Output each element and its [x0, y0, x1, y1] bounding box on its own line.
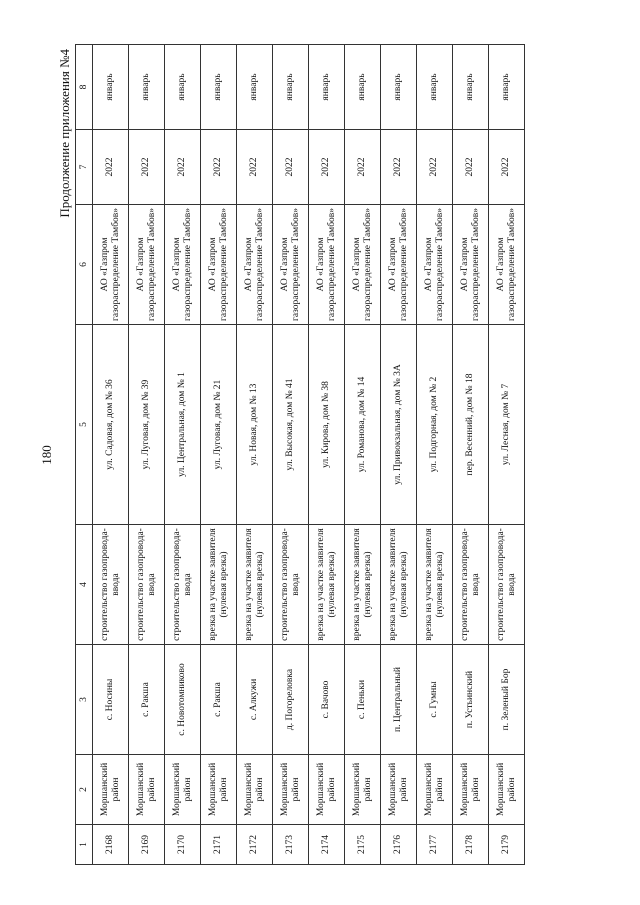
- cell-work-type: врезка на участке заявителя (нулевая врезка): [345, 525, 381, 645]
- cell-address: ул. Лесная, дом № 7: [489, 325, 525, 525]
- cell-month: январь: [237, 45, 273, 130]
- cell-settlement: с. Носины: [93, 645, 129, 755]
- cell-address: ул. Луговая, дом № 21: [201, 325, 237, 525]
- cell-row-number: 2170: [165, 825, 201, 865]
- cell-address: пер. Весенний, дом № 18: [453, 325, 489, 525]
- cell-work-type: строительство газопровода-ввода: [489, 525, 525, 645]
- cell-month: январь: [345, 45, 381, 130]
- cell-month: январь: [453, 45, 489, 130]
- cell-organization: АО «Газпром газораспределение Тамбов»: [165, 205, 201, 325]
- cell-settlement: с. Ракша: [201, 645, 237, 755]
- cell-year: 2022: [345, 130, 381, 205]
- cell-year: 2022: [381, 130, 417, 205]
- cell-work-type: врезка на участке заявителя (нулевая врезка): [381, 525, 417, 645]
- table-row: [417, 45, 453, 865]
- cell-address: ул. Кирова, дом № 38: [309, 325, 345, 525]
- cell-row-number: 2173: [273, 825, 309, 865]
- cell-address: ул. Романова, дом № 14: [345, 325, 381, 525]
- cell-district: Моршанский район: [381, 755, 417, 825]
- cell-settlement: п. Зеленый Бор: [489, 645, 525, 755]
- cell-year: 2022: [165, 130, 201, 205]
- cell-work-type: строительство газопровода-ввода: [165, 525, 201, 645]
- cell-month: январь: [201, 45, 237, 130]
- cell-year: 2022: [93, 130, 129, 205]
- cell-district: Моршанский район: [345, 755, 381, 825]
- cell-district: Моршанский район: [453, 755, 489, 825]
- cell-year: 2022: [273, 130, 309, 205]
- cell-organization: АО «Газпром газораспределение Тамбов»: [417, 205, 453, 325]
- cell-year: 2022: [453, 130, 489, 205]
- cell-row-number: 2171: [201, 825, 237, 865]
- cell-work-type: врезка на участке заявителя (нулевая врезка): [201, 525, 237, 645]
- cell-year: 2022: [417, 130, 453, 205]
- cell-organization: АО «Газпром газораспределение Тамбов»: [129, 205, 165, 325]
- cell-district: Моршанский район: [165, 755, 201, 825]
- table-row: [381, 45, 417, 865]
- table-row: [165, 45, 201, 865]
- cell-district: Моршанский район: [489, 755, 525, 825]
- cell-district: Моршанский район: [93, 755, 129, 825]
- cell-row-number: 2169: [129, 825, 165, 865]
- rotated-page: [39, 45, 591, 865]
- cell-organization: АО «Газпром газораспределение Тамбов»: [201, 205, 237, 325]
- cell-settlement: д. Погореловка: [273, 645, 309, 755]
- cell-row-number: 2179: [489, 825, 525, 865]
- table-row: [309, 45, 345, 865]
- cell-district: Моршанский район: [237, 755, 273, 825]
- cell-settlement: с. Вачово: [309, 645, 345, 755]
- cell-month: январь: [381, 45, 417, 130]
- cell-district: Моршанский район: [309, 755, 345, 825]
- cell-month: январь: [309, 45, 345, 130]
- column-header: 1: [76, 825, 93, 865]
- cell-organization: АО «Газпром газораспределение Тамбов»: [237, 205, 273, 325]
- cell-row-number: 2178: [453, 825, 489, 865]
- cell-organization: АО «Газпром газораспределение Тамбов»: [345, 205, 381, 325]
- cell-year: 2022: [237, 130, 273, 205]
- cell-address: ул. Высокая, дом № 41: [273, 325, 309, 525]
- cell-work-type: врезка на участке заявителя (нулевая врезка): [309, 525, 345, 645]
- page-number: 180: [39, 445, 54, 465]
- cell-organization: АО «Газпром газораспределение Тамбов»: [273, 205, 309, 325]
- cell-row-number: 2172: [237, 825, 273, 865]
- cell-settlement: с. Новотомниково: [165, 645, 201, 755]
- column-header: 8: [76, 45, 93, 130]
- table-row: [201, 45, 237, 865]
- header-row: [76, 45, 93, 865]
- cell-month: январь: [165, 45, 201, 130]
- cell-settlement: п. Центральный: [381, 645, 417, 755]
- cell-district: Моршанский район: [273, 755, 309, 825]
- cell-organization: АО «Газпром газораспределение Тамбов»: [489, 205, 525, 325]
- cell-row-number: 2177: [417, 825, 453, 865]
- cell-month: январь: [273, 45, 309, 130]
- cell-district: Моршанский район: [129, 755, 165, 825]
- cell-work-type: врезка на участке заявителя (нулевая врезка): [237, 525, 273, 645]
- cell-settlement: с. Алкужи: [237, 645, 273, 755]
- cell-month: январь: [417, 45, 453, 130]
- cell-settlement: с. Пеньки: [345, 645, 381, 755]
- table-row: [237, 45, 273, 865]
- cell-month: январь: [489, 45, 525, 130]
- cell-organization: АО «Газпром газораспределение Тамбов»: [381, 205, 417, 325]
- table-row: [345, 45, 381, 865]
- table-row: [93, 45, 129, 865]
- cell-year: 2022: [129, 130, 165, 205]
- column-header: 3: [76, 645, 93, 755]
- cell-organization: АО «Газпром газораспределение Тамбов»: [309, 205, 345, 325]
- table-row: [129, 45, 165, 865]
- cell-settlement: п. Устьинский: [453, 645, 489, 755]
- table-row: [489, 45, 525, 865]
- cell-year: 2022: [489, 130, 525, 205]
- cell-work-type: строительство газопровода-ввода: [93, 525, 129, 645]
- cell-district: Моршанский район: [201, 755, 237, 825]
- column-header: 6: [76, 205, 93, 325]
- cell-row-number: 2176: [381, 825, 417, 865]
- cell-address: ул. Привокзальная, дом № 3А: [381, 325, 417, 525]
- cell-month: январь: [129, 45, 165, 130]
- column-header: 5: [76, 325, 93, 525]
- cell-work-type: строительство газопровода-ввода: [453, 525, 489, 645]
- data-table: [75, 44, 525, 865]
- cell-organization: АО «Газпром газораспределение Тамбов»: [453, 205, 489, 325]
- cell-organization: АО «Газпром газораспределение Тамбов»: [93, 205, 129, 325]
- cell-district: Моршанский район: [417, 755, 453, 825]
- cell-address: ул. Подгорная, дом № 2: [417, 325, 453, 525]
- cell-settlement: с. Ракша: [129, 645, 165, 755]
- cell-address: ул. Новая, дом № 13: [237, 325, 273, 525]
- cell-work-type: врезка на участке заявителя (нулевая врезка): [417, 525, 453, 645]
- appendix-caption: Продолжение приложения №4: [57, 49, 72, 218]
- cell-year: 2022: [201, 130, 237, 205]
- table-row: [273, 45, 309, 865]
- column-header: 7: [76, 130, 93, 205]
- cell-work-type: строительство газопровода-ввода: [273, 525, 309, 645]
- column-header: 2: [76, 755, 93, 825]
- cell-address: ул. Центральная, дом № 1: [165, 325, 201, 525]
- cell-settlement: с. Гумны: [417, 645, 453, 755]
- cell-work-type: строительство газопровода-ввода: [129, 525, 165, 645]
- table-row: [453, 45, 489, 865]
- cell-year: 2022: [309, 130, 345, 205]
- cell-address: ул. Садовая, дом № 36: [93, 325, 129, 525]
- cell-row-number: 2174: [309, 825, 345, 865]
- cell-address: ул. Луговая, дом № 39: [129, 325, 165, 525]
- cell-row-number: 2175: [345, 825, 381, 865]
- column-header: 4: [76, 525, 93, 645]
- cell-month: январь: [93, 45, 129, 130]
- cell-row-number: 2168: [93, 825, 129, 865]
